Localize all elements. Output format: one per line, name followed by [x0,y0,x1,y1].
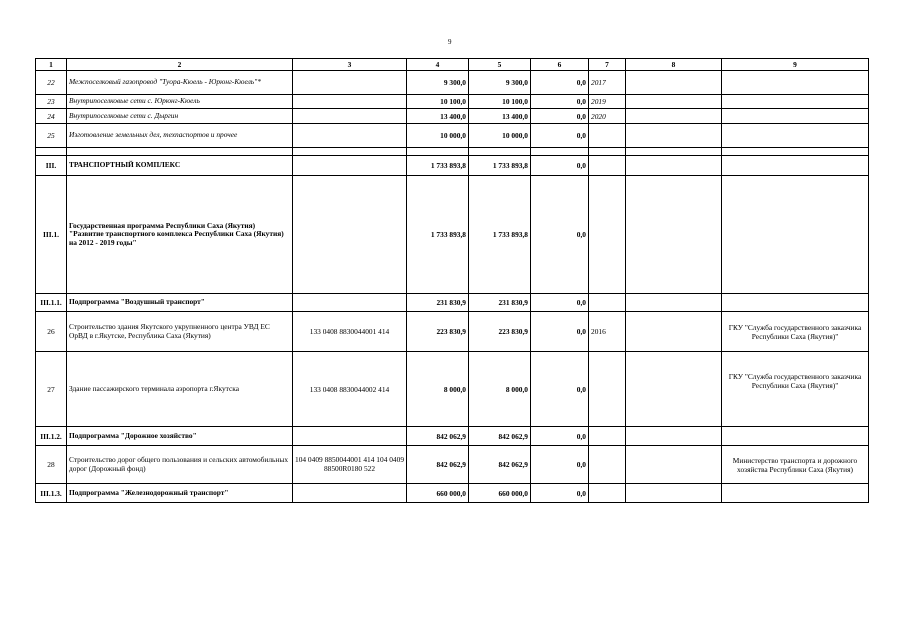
header-cell: 6 [531,59,589,71]
row-code: 133 0408 8830044002 414 [293,352,407,427]
spacer-cell [67,148,293,156]
table-row [36,71,869,95]
row-customer [722,156,869,176]
row-number: 24 [36,109,67,124]
spacer-cell [36,148,67,156]
spacer-cell [722,148,869,156]
spacer-cell [469,148,531,156]
row-col8 [626,156,722,176]
row-name: Государственная программа Республики Саха (Якутия) "Развитие транспортного комплекса Республики Саха (Якутия) на 2012 - 2019 годы" [67,176,293,294]
spacer-cell [626,148,722,156]
row-other: 0,0 [531,312,589,352]
row-year [589,352,626,427]
row-other: 0,0 [531,124,589,148]
row-code [293,156,407,176]
table-row [36,95,869,109]
spacer-row [36,148,869,156]
row-other: 0,0 [531,352,589,427]
row-code: 133 0408 8830044001 414 [293,312,407,352]
header-cell: 1 [36,59,67,71]
spacer-cell [531,148,589,156]
row-number: 25 [36,124,67,148]
row-total: 1 733 893,8 [407,156,469,176]
row-col8 [626,427,722,446]
header-cell: 9 [722,59,869,71]
row-other: 0,0 [531,176,589,294]
row-year: 2017 [589,71,626,95]
row-name: Подпрограмма "Дорожное хозяйство" [67,427,293,446]
row-number: 22 [36,71,67,95]
program-row [36,176,869,294]
subprogram-row [36,484,869,503]
row-name: Подпрограмма "Железнодорожный транспорт" [67,484,293,503]
row-col8 [626,352,722,427]
spacer-cell [293,148,407,156]
row-year [589,484,626,503]
spacer-cell [407,148,469,156]
row-code [293,484,407,503]
spacer-cell [589,148,626,156]
row-total: 13 400,0 [407,109,469,124]
row-col8 [626,95,722,109]
row-federal: 1 733 893,8 [469,176,531,294]
row-number: III.1. [36,176,67,294]
row-code [293,71,407,95]
row-year [589,446,626,484]
row-name: Строительство здания Якутского укрупненного центра УВД ЕС ОрВД в г.Якутске, Республика Саха (Якутия) [67,312,293,352]
row-col8 [626,109,722,124]
row-code [293,294,407,312]
row-total: 10 000,0 [407,124,469,148]
row-customer [722,109,869,124]
row-total: 660 000,0 [407,484,469,503]
row-federal: 660 000,0 [469,484,531,503]
row-name: Изготовление земельных дел, техпаспортов и прочее [67,124,293,148]
row-code [293,124,407,148]
row-customer [722,294,869,312]
row-col8 [626,484,722,503]
row-col8 [626,124,722,148]
subprogram-row [36,294,869,312]
section-row [36,156,869,176]
row-name: Здание пассажирского терминала аэропорта г.Якутска [67,352,293,427]
row-year: 2020 [589,109,626,124]
row-total: 1 733 893,8 [407,176,469,294]
row-other: 0,0 [531,71,589,95]
row-name: Строительство дорог общего пользования и сельских автомобильных дорог (Дорожный фонд) [67,446,293,484]
row-name: Межпоселковый газопровод "Туора-Кюель - Юрюнг-Кюель"* [67,71,293,95]
row-total: 8 000,0 [407,352,469,427]
row-total: 842 062,9 [407,427,469,446]
row-name: Внутрипоселковые сети с. Юрюнг-Кюель [67,95,293,109]
row-number: III.1.2. [36,427,67,446]
table-row [36,352,869,427]
row-federal: 231 830,9 [469,294,531,312]
row-total: 10 100,0 [407,95,469,109]
header-cell: 4 [407,59,469,71]
row-name: Внутрипоселковые сети с. Дыргин [67,109,293,124]
row-other: 0,0 [531,294,589,312]
table-row [36,446,869,484]
row-number: 26 [36,312,67,352]
row-total: 842 062,9 [407,446,469,484]
row-number: 23 [36,95,67,109]
row-customer: Министерство транспорта и дорожного хозяйства Республики Саха (Якутия) [722,446,869,484]
row-year [589,294,626,312]
row-other: 0,0 [531,446,589,484]
row-col8 [626,71,722,95]
row-year [589,156,626,176]
row-federal: 10 000,0 [469,124,531,148]
row-customer [722,95,869,109]
row-other: 0,0 [531,484,589,503]
row-federal: 13 400,0 [469,109,531,124]
table-row [36,312,869,352]
row-customer: ГКУ "Служба государственного заказчика Республики Саха (Якутия)" [722,312,869,352]
row-federal: 1 733 893,8 [469,156,531,176]
row-federal: 223 830,9 [469,312,531,352]
row-customer: ГКУ "Служба государственного заказчика Республики Саха (Якутия)" [722,352,869,427]
row-other: 0,0 [531,109,589,124]
row-col8 [626,446,722,484]
row-number: 28 [36,446,67,484]
row-year: 2019 [589,95,626,109]
row-col8 [626,176,722,294]
row-federal: 10 100,0 [469,95,531,109]
row-name: Подпрограмма "Воздушный транспорт" [67,294,293,312]
row-code [293,109,407,124]
row-total: 231 830,9 [407,294,469,312]
row-number: 27 [36,352,67,427]
row-number: III.1.3. [36,484,67,503]
row-customer [722,427,869,446]
row-year [589,427,626,446]
row-col8 [626,294,722,312]
row-code [293,427,407,446]
row-year: 2016 [589,312,626,352]
row-number: III. [36,156,67,176]
header-cell: 5 [469,59,531,71]
row-federal: 842 062,9 [469,446,531,484]
table-row [36,109,869,124]
row-federal: 842 062,9 [469,427,531,446]
row-col8 [626,312,722,352]
budget-table [35,58,869,503]
row-customer [722,124,869,148]
row-customer [722,484,869,503]
row-customer [722,71,869,95]
row-federal: 9 300,0 [469,71,531,95]
header-cell: 7 [589,59,626,71]
row-customer [722,176,869,294]
table-row [36,124,869,148]
row-total: 223 830,9 [407,312,469,352]
subprogram-row [36,427,869,446]
page-number: 9 [448,38,452,46]
row-number: III.1.1. [36,294,67,312]
header-cell: 3 [293,59,407,71]
header-cell: 2 [67,59,293,71]
row-year [589,176,626,294]
row-total: 9 300,0 [407,71,469,95]
row-code [293,95,407,109]
row-federal: 8 000,0 [469,352,531,427]
row-code [293,176,407,294]
header-cell: 8 [626,59,722,71]
row-other: 0,0 [531,95,589,109]
row-name: ТРАНСПОРТНЫЙ КОМПЛЕКС [67,156,293,176]
row-other: 0,0 [531,156,589,176]
row-year [589,124,626,148]
row-other: 0,0 [531,427,589,446]
row-code: 104 0409 8850044001 414 104 0409 88500R0180 522 [293,446,407,484]
table-header-row [36,59,869,71]
